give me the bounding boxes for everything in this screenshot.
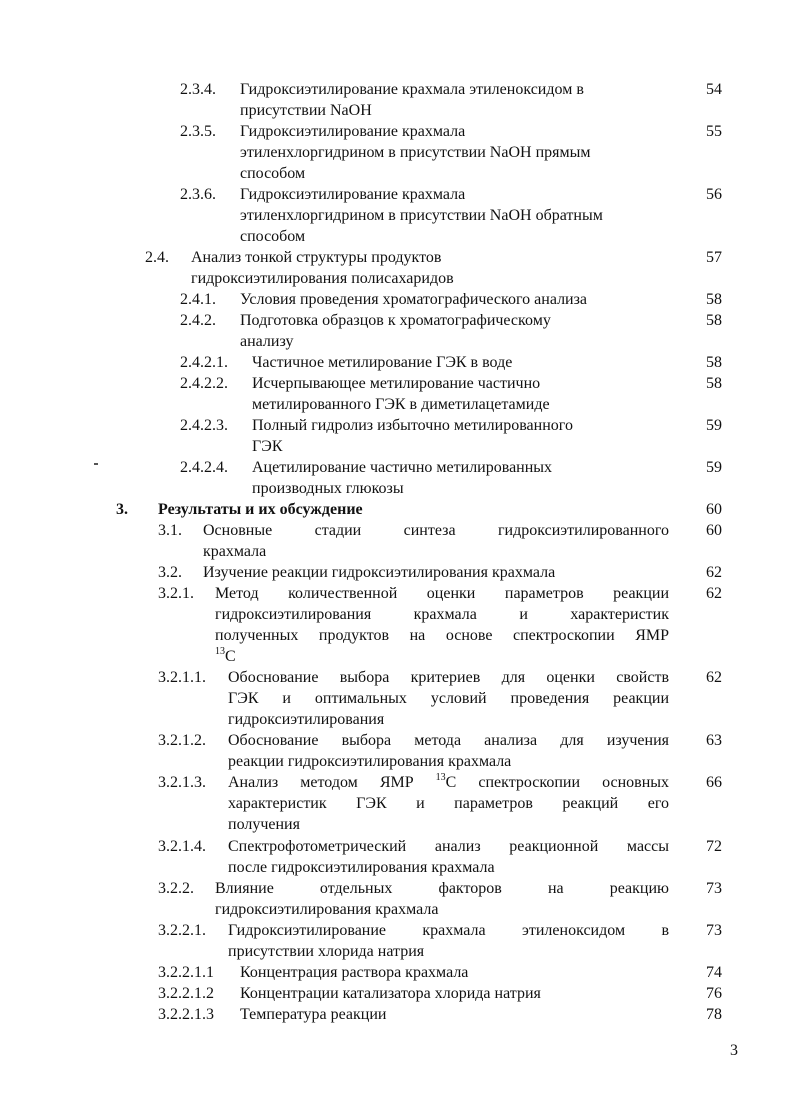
toc-entry-line: Концентрации катализатора хлорида натрия (240, 985, 541, 1002)
toc-entry-number: 3.2.2. (158, 880, 194, 897)
toc-entry-title (228, 920, 669, 962)
toc-entry-number: 2.4.2.2. (180, 375, 228, 392)
toc-entry-page: 59 (706, 459, 722, 476)
toc-entry-number: 3.2.1.2. (158, 732, 206, 749)
toc-entry-line: Результаты и их обсуждение (158, 501, 363, 518)
toc-entry-page: 66 (706, 774, 722, 791)
toc-entry-line: Обоснование выбора критериев для оценки свойств (228, 669, 669, 686)
toc-entry-title (252, 415, 672, 457)
toc-entry-number: 2.3.6. (180, 186, 216, 203)
toc-entry-line: после гидроксиэтилирования крахмала (228, 859, 495, 876)
toc-entry-line: Гидроксиэтилирование крахмала этиленоксидом в (228, 922, 669, 939)
toc-entry-line: реакции гидроксиэтилирования крахмала (228, 753, 512, 770)
toc-entry-page: 60 (706, 501, 722, 518)
toc-entry-number: 2.3.4. (180, 81, 216, 98)
toc-entry-number: 3. (116, 501, 128, 518)
toc-entry-line: Подготовка образцов к хроматографическому (240, 312, 551, 329)
toc-entry-number: 2.4.2.1. (180, 354, 228, 371)
line-text: Анализ методом ЯМР (228, 774, 436, 791)
toc-entry-title (240, 289, 670, 310)
toc-entry-line: гидроксиэтилирования крахмала и характеристик (215, 606, 669, 623)
toc-entry-page: 74 (706, 964, 722, 981)
toc-entry-line: способом (240, 228, 306, 245)
toc-entry-line: Полный гидролиз избыточно метилированного (252, 417, 573, 434)
toc-entry-page: 58 (706, 291, 722, 308)
toc-entry-number: 3.2.2.1.1 (158, 964, 214, 981)
toc-entry-page: 63 (706, 732, 722, 749)
toc-entry-number: 2.4.2.4. (180, 459, 228, 476)
toc-entry-title (228, 772, 669, 835)
toc-entry-line: гидроксиэтилирования полисахаридов (191, 270, 454, 287)
toc-entry-line: Гидроксиэтилирование крахмала этиленоксидом в (240, 81, 584, 98)
line-text: C спектроскопии основных (445, 774, 670, 791)
toc-entry-line: Изучение реакции гидроксиэтилирования крахмала (203, 564, 556, 581)
superscript-isotope: 13 (215, 646, 225, 657)
toc-entry-line: гидроксиэтилирования (228, 711, 385, 728)
toc-entry-line: характеристик ГЭК и параметров реакций его (228, 795, 669, 812)
toc-entry-title (203, 562, 669, 583)
toc-entry-line: полученных продуктов на основе спектроскопии ЯМР (215, 627, 669, 644)
toc-entry-title (252, 352, 672, 373)
toc-entry-number: 3.2.1. (158, 585, 194, 602)
toc-entry-title (240, 962, 670, 983)
toc-entry-line: анализу (240, 333, 294, 350)
toc-entry-number: 2.4.1. (180, 291, 216, 308)
toc-entry-line (215, 646, 669, 667)
toc-entry-line: Частичное метилирование ГЭК в воде (252, 354, 513, 371)
toc-entry-title (228, 836, 669, 878)
toc-entry-number: 3.2.2.1.3 (158, 1006, 214, 1023)
toc-entry-page: 73 (706, 880, 722, 897)
toc-entry-number: 3.2.2.1.2 (158, 985, 214, 1002)
toc-entry-line: производных глюкозы (252, 480, 404, 497)
toc-entry-page: 55 (706, 123, 722, 140)
superscript-isotope: 13 (435, 772, 446, 783)
toc-entry-page: 56 (706, 186, 722, 203)
toc-entry-line: Основные стадии синтеза гидроксиэтилированного (203, 522, 669, 539)
toc-entry-line: Гидроксиэтилирование крахмала (240, 123, 466, 140)
toc-entry-line: Температура реакции (240, 1006, 387, 1023)
toc-entry-title (240, 310, 670, 352)
toc-entry-page: 60 (706, 522, 722, 539)
toc-entry-line: ГЭК и оптимальных условий проведения реакции (228, 690, 669, 707)
toc-entry-line: присутствии хлорида натрия (228, 943, 425, 960)
toc-entry-line: Спектрофотометрический анализ реакционной массы (228, 838, 669, 855)
toc-entry-page: 58 (706, 354, 722, 371)
toc-entry-title (191, 247, 661, 289)
page-number: 3 (730, 1042, 738, 1059)
toc-entry-line: способом (240, 165, 306, 182)
toc-entry-line: гидроксиэтилирования крахмала (215, 901, 439, 918)
toc-entry-title (228, 667, 669, 730)
toc-entry-page: 72 (706, 838, 722, 855)
toc-entry-number: 3.2.1.1. (158, 669, 206, 686)
nucleus-symbol: C (225, 648, 236, 665)
toc-entry-page: 62 (706, 585, 722, 602)
scan-speck (94, 463, 98, 465)
toc-entry-number: 3.2.1.4. (158, 838, 206, 855)
toc-entry-line (228, 772, 669, 793)
toc-entry-title (240, 184, 670, 247)
toc-entry-page: 57 (706, 249, 722, 266)
toc-entry-title (240, 983, 670, 1004)
toc-entry-title (252, 373, 672, 415)
toc-entry-title (203, 520, 669, 562)
toc-entry-number: 2.4.2.3. (180, 417, 228, 434)
toc-entry-title (215, 878, 669, 920)
toc-entry-line: Анализ тонкой структуры продуктов (191, 249, 442, 266)
toc-entry-line: Обоснование выбора метода анализа для изучения (228, 732, 669, 749)
toc-entry-title (158, 499, 638, 520)
toc-entry-number: 3.2. (158, 564, 182, 581)
toc-entry-line: Гидроксиэтилирование крахмала (240, 186, 466, 203)
toc-entry-number: 2.4.2. (180, 312, 216, 329)
toc-entry-line: Исчерпывающее метилирование частично (252, 375, 541, 392)
toc-entry-number: 2.4. (145, 249, 169, 266)
toc-entry-title (215, 583, 669, 667)
toc-entry-number: 2.3.5. (180, 123, 216, 140)
toc-entry-line: метилированного ГЭК в диметилацетамиде (252, 396, 550, 413)
toc-entry-page: 58 (706, 312, 722, 329)
toc-entry-line: этиленхлоргидрином в присутствии NaOH обратным (240, 207, 603, 224)
toc-entry-line: этиленхлоргидрином в присутствии NaOH прямым (240, 144, 591, 161)
toc-entry-number: 3.2.2.1. (158, 922, 206, 939)
toc-entry-line: Концентрация раствора крахмала (240, 964, 469, 981)
toc-entry-line: крахмала (203, 543, 267, 560)
toc-entry-title (240, 79, 670, 121)
toc-entry-line: Условия проведения хроматографического анализа (240, 291, 588, 308)
toc-entry-page: 76 (706, 985, 722, 1002)
toc-entry-page: 54 (706, 81, 722, 98)
toc-entry-page: 78 (706, 1006, 722, 1023)
toc-entry-page: 62 (706, 564, 722, 581)
toc-entry-title (252, 457, 672, 499)
toc-entry-page: 59 (706, 417, 722, 434)
toc-entry-line: Влияние отдельных факторов на реакцию (215, 880, 669, 897)
toc-entry-line: ГЭК (252, 438, 283, 455)
toc-entry-line: Ацетилирование частично метилированных (252, 459, 553, 476)
toc-entry-number: 3.2.1.3. (158, 774, 206, 791)
toc-entry-line: получения (228, 816, 300, 833)
toc-entry-page: 73 (706, 922, 722, 939)
toc-entry-line: Метод количественной оценки параметров реакции (215, 585, 669, 602)
toc-entry-page: 62 (706, 669, 722, 686)
toc-entry-title (240, 1004, 670, 1025)
toc-entry-line: присутствии NaOH (240, 102, 372, 119)
toc-entry-title (240, 121, 670, 184)
toc-entry-title (228, 730, 669, 772)
toc-entry-number: 3.1. (158, 522, 182, 539)
toc-entry-page: 58 (706, 375, 722, 392)
